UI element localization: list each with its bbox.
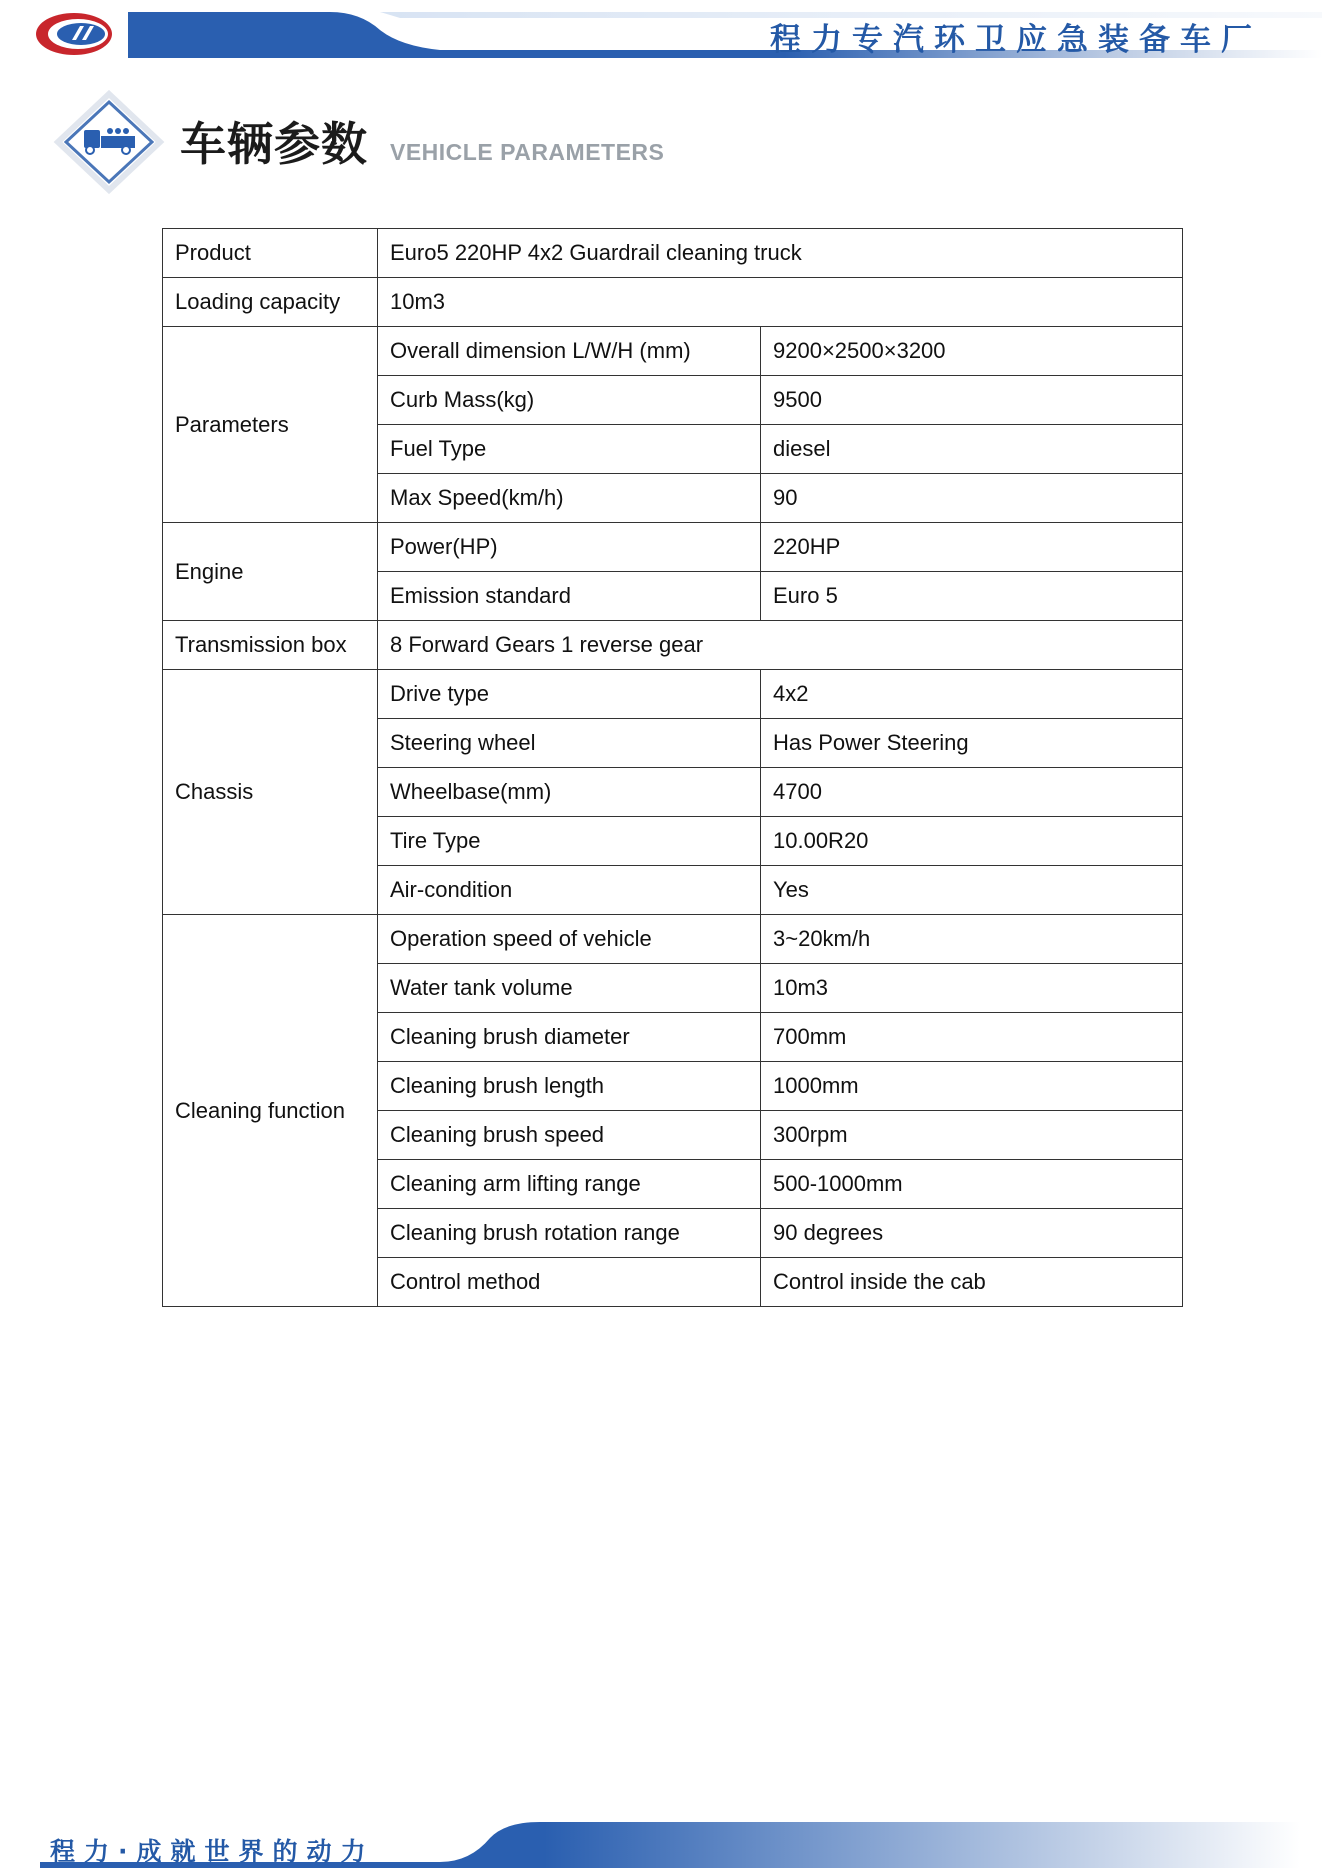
row-group-label: Parameters [163, 327, 378, 523]
parameter-label: Operation speed of vehicle [378, 915, 761, 964]
table-row [163, 670, 1183, 719]
parameter-value: Control inside the cab [761, 1258, 1183, 1307]
parameter-label: Drive type [378, 670, 761, 719]
section-title: 车辆参数 [180, 117, 368, 171]
parameter-label: Control method [378, 1258, 761, 1307]
parameter-value: 10.00R20 [761, 817, 1183, 866]
row-group-label: Transmission box [163, 621, 378, 670]
parameter-label: Steering wheel [378, 719, 761, 768]
row-group-label: Engine [163, 523, 378, 621]
parameter-label: Fuel Type [378, 425, 761, 474]
vehicle-parameters-table [162, 228, 1183, 1307]
table-row [163, 327, 1183, 376]
parameter-value: 90 [761, 474, 1183, 523]
parameter-value: Yes [761, 866, 1183, 915]
footer-slogan: 程力·成就世界的动力 [50, 1837, 375, 1866]
table-row [163, 915, 1183, 964]
parameter-label: Tire Type [378, 817, 761, 866]
parameter-label: Emission standard [378, 572, 761, 621]
clw-logo-icon [34, 10, 114, 58]
company-name: 程力专汽环卫应急装备车厂 [770, 22, 1262, 58]
parameter-label: Max Speed(km/h) [378, 474, 761, 523]
row-group-label: Chassis [163, 670, 378, 915]
parameter-value: 300rpm [761, 1111, 1183, 1160]
row-group-label: Cleaning function [163, 915, 378, 1307]
parameter-value: 9200×2500×3200 [761, 327, 1183, 376]
parameter-value: 10m3 [761, 964, 1183, 1013]
table-row [163, 229, 1183, 278]
table-row [163, 278, 1183, 327]
parameter-label: Water tank volume [378, 964, 761, 1013]
row-value: Euro5 220HP 4x2 Guardrail cleaning truck [378, 229, 1183, 278]
row-value: 8 Forward Gears 1 reverse gear [378, 621, 1183, 670]
row-group-label: Product [163, 229, 378, 278]
parameter-value: 90 degrees [761, 1209, 1183, 1258]
parameter-label: Cleaning brush diameter [378, 1013, 761, 1062]
parameter-label: Overall dimension L/W/H (mm) [378, 327, 761, 376]
parameter-label: Air-condition [378, 866, 761, 915]
parameter-label: Curb Mass(kg) [378, 376, 761, 425]
parameter-value: 9500 [761, 376, 1183, 425]
parameter-value: 220HP [761, 523, 1183, 572]
parameter-value: Has Power Steering [761, 719, 1183, 768]
row-value: 10m3 [378, 278, 1183, 327]
parameter-label: Cleaning arm lifting range [378, 1160, 761, 1209]
section-subtitle: VEHICLE PARAMETERS [390, 139, 665, 165]
parameter-value: 3~20km/h [761, 915, 1183, 964]
row-group-label: Loading capacity [163, 278, 378, 327]
parameter-value: Euro 5 [761, 572, 1183, 621]
parameter-value: diesel [761, 425, 1183, 474]
table-row [163, 523, 1183, 572]
table-row [163, 621, 1183, 670]
parameter-value: 700mm [761, 1013, 1183, 1062]
parameter-label: Wheelbase(mm) [378, 768, 761, 817]
parameter-value: 4700 [761, 768, 1183, 817]
parameter-value: 500-1000mm [761, 1160, 1183, 1209]
truck-icon [52, 88, 166, 196]
parameter-value: 1000mm [761, 1062, 1183, 1111]
parameter-label: Power(HP) [378, 523, 761, 572]
parameter-value: 4x2 [761, 670, 1183, 719]
parameter-label: Cleaning brush speed [378, 1111, 761, 1160]
parameter-label: Cleaning brush length [378, 1062, 761, 1111]
parameter-label: Cleaning brush rotation range [378, 1209, 761, 1258]
